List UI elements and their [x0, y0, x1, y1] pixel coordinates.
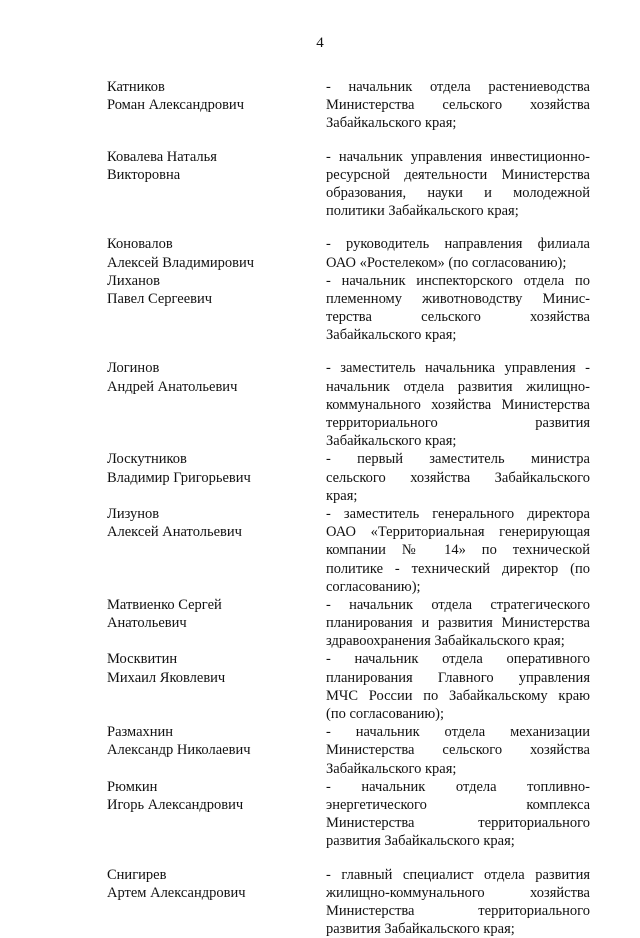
position-line: (по согласованию);	[326, 706, 445, 723]
position-line: политики Забайкальского края;	[326, 203, 519, 220]
member-name: Москвитин Михаил Яковлевич	[107, 651, 226, 686]
member-position	[326, 778, 590, 851]
member-position	[326, 235, 590, 271]
member-name: Лоскутников Владимир Григорьевич	[107, 451, 251, 486]
member-entry	[107, 235, 590, 271]
position-line: Забайкальского края;	[326, 115, 457, 132]
position-line: терства сельского хозяйства	[326, 309, 590, 326]
position-line: ресурсной деятельности Министерства	[326, 166, 590, 183]
position-line: Забайкальского края;	[326, 327, 457, 344]
position-line: - заместитель начальника управления -	[326, 360, 590, 377]
position-line: коммунального хозяйства Министерства	[326, 396, 590, 413]
position-line: - руководитель направления филиала	[326, 236, 590, 253]
member-name: Снигирев Артем Александрович	[107, 866, 246, 901]
member-entry	[107, 148, 590, 221]
member-name: Ковалева Наталья Викторовна	[107, 148, 217, 183]
member-name: Лизунов Алексей Анатольевич	[107, 505, 242, 541]
position-line: - заместитель генерального директора	[326, 505, 590, 522]
position-line: развития Забайкальского края;	[326, 921, 515, 938]
position-line: края;	[326, 487, 358, 504]
member-position	[326, 723, 590, 778]
position-line: территориального развития	[326, 415, 590, 432]
member-position	[326, 650, 590, 723]
member-position	[326, 359, 590, 450]
position-line: - первый заместитель министра	[326, 451, 590, 468]
position-line: образования, науки и молодежной	[326, 184, 590, 201]
member-entry	[107, 723, 590, 778]
position-line: - главный специалист отдела развития	[326, 866, 590, 883]
position-line: - начальник отдела стратегического	[326, 596, 590, 613]
member-entry	[107, 596, 590, 651]
position-line: Министерства сельского хозяйства	[326, 742, 590, 759]
position-line: Забайкальского края;	[326, 760, 457, 777]
member-name: Рюмкин Игорь Александрович	[107, 778, 244, 813]
position-line: Министерства территориального	[326, 902, 590, 919]
member-entry	[107, 272, 590, 345]
position-line: - начальник отдела механизации	[326, 724, 590, 741]
page-number: 4	[316, 35, 324, 51]
member-list	[107, 78, 590, 938]
position-line: компании № 14» по технической	[326, 542, 590, 559]
position-line: - начальник отдела оперативного	[326, 651, 590, 668]
position-line: планирования и развития Министерства	[326, 615, 590, 632]
member-entry	[107, 650, 590, 723]
position-line: - начальник отдела топливно-	[326, 778, 590, 795]
member-entry	[107, 78, 590, 133]
member-name: Логинов Андрей Анатольевич	[107, 360, 238, 395]
position-line: согласованию);	[326, 578, 421, 595]
member-name: Матвиенко Сергей Анатольевич	[107, 596, 222, 632]
member-entry	[107, 450, 590, 505]
member-position	[326, 866, 590, 938]
position-line: планирования Главного управления	[326, 669, 590, 686]
position-line: здравоохранения Забайкальского края;	[326, 633, 565, 650]
position-line: энергетического комплекса	[326, 796, 590, 813]
position-line: Министерства сельского хозяйства	[326, 97, 590, 114]
position-line: Забайкальского края;	[326, 433, 457, 450]
member-position	[326, 596, 590, 651]
position-line: - начальник инспекторского отдела по	[326, 272, 590, 289]
position-line: ОАО «Ростелеком» (по согласованию);	[326, 254, 567, 271]
position-line: сельского хозяйства Забайкальского	[326, 469, 590, 486]
member-position	[326, 272, 590, 345]
member-position	[326, 78, 590, 133]
member-name: Коновалов Алексей Владимирович	[107, 236, 255, 271]
position-line: - начальник управления инвестиционно-	[326, 148, 590, 165]
position-line: МЧС России по Забайкальскому краю	[326, 687, 590, 704]
position-line: Министерства территориального	[326, 815, 590, 832]
member-position	[326, 148, 590, 221]
position-line: политике - технический директор (по	[326, 560, 590, 577]
member-name: Лиханов Павел Сергеевич	[107, 272, 213, 307]
position-line: племенному животноводству Минис-	[326, 290, 590, 307]
member-entry	[107, 359, 590, 450]
member-position	[326, 505, 590, 596]
position-line: жилищно-коммунального хозяйства	[326, 884, 590, 901]
position-line: развития Забайкальского края;	[326, 833, 515, 850]
member-name: Размахнин Александр Николаевич	[107, 724, 251, 759]
position-line: начальник отдела развития жилищно-	[326, 378, 590, 395]
member-position	[326, 450, 590, 505]
member-entry	[107, 778, 590, 851]
member-name: Катников Роман Александрович	[107, 79, 244, 114]
member-entry	[107, 866, 590, 938]
member-entry	[107, 505, 590, 596]
position-line: - начальник отдела растениеводства	[326, 79, 590, 95]
position-line: ОАО «Территориальная генерирующая	[326, 524, 590, 541]
